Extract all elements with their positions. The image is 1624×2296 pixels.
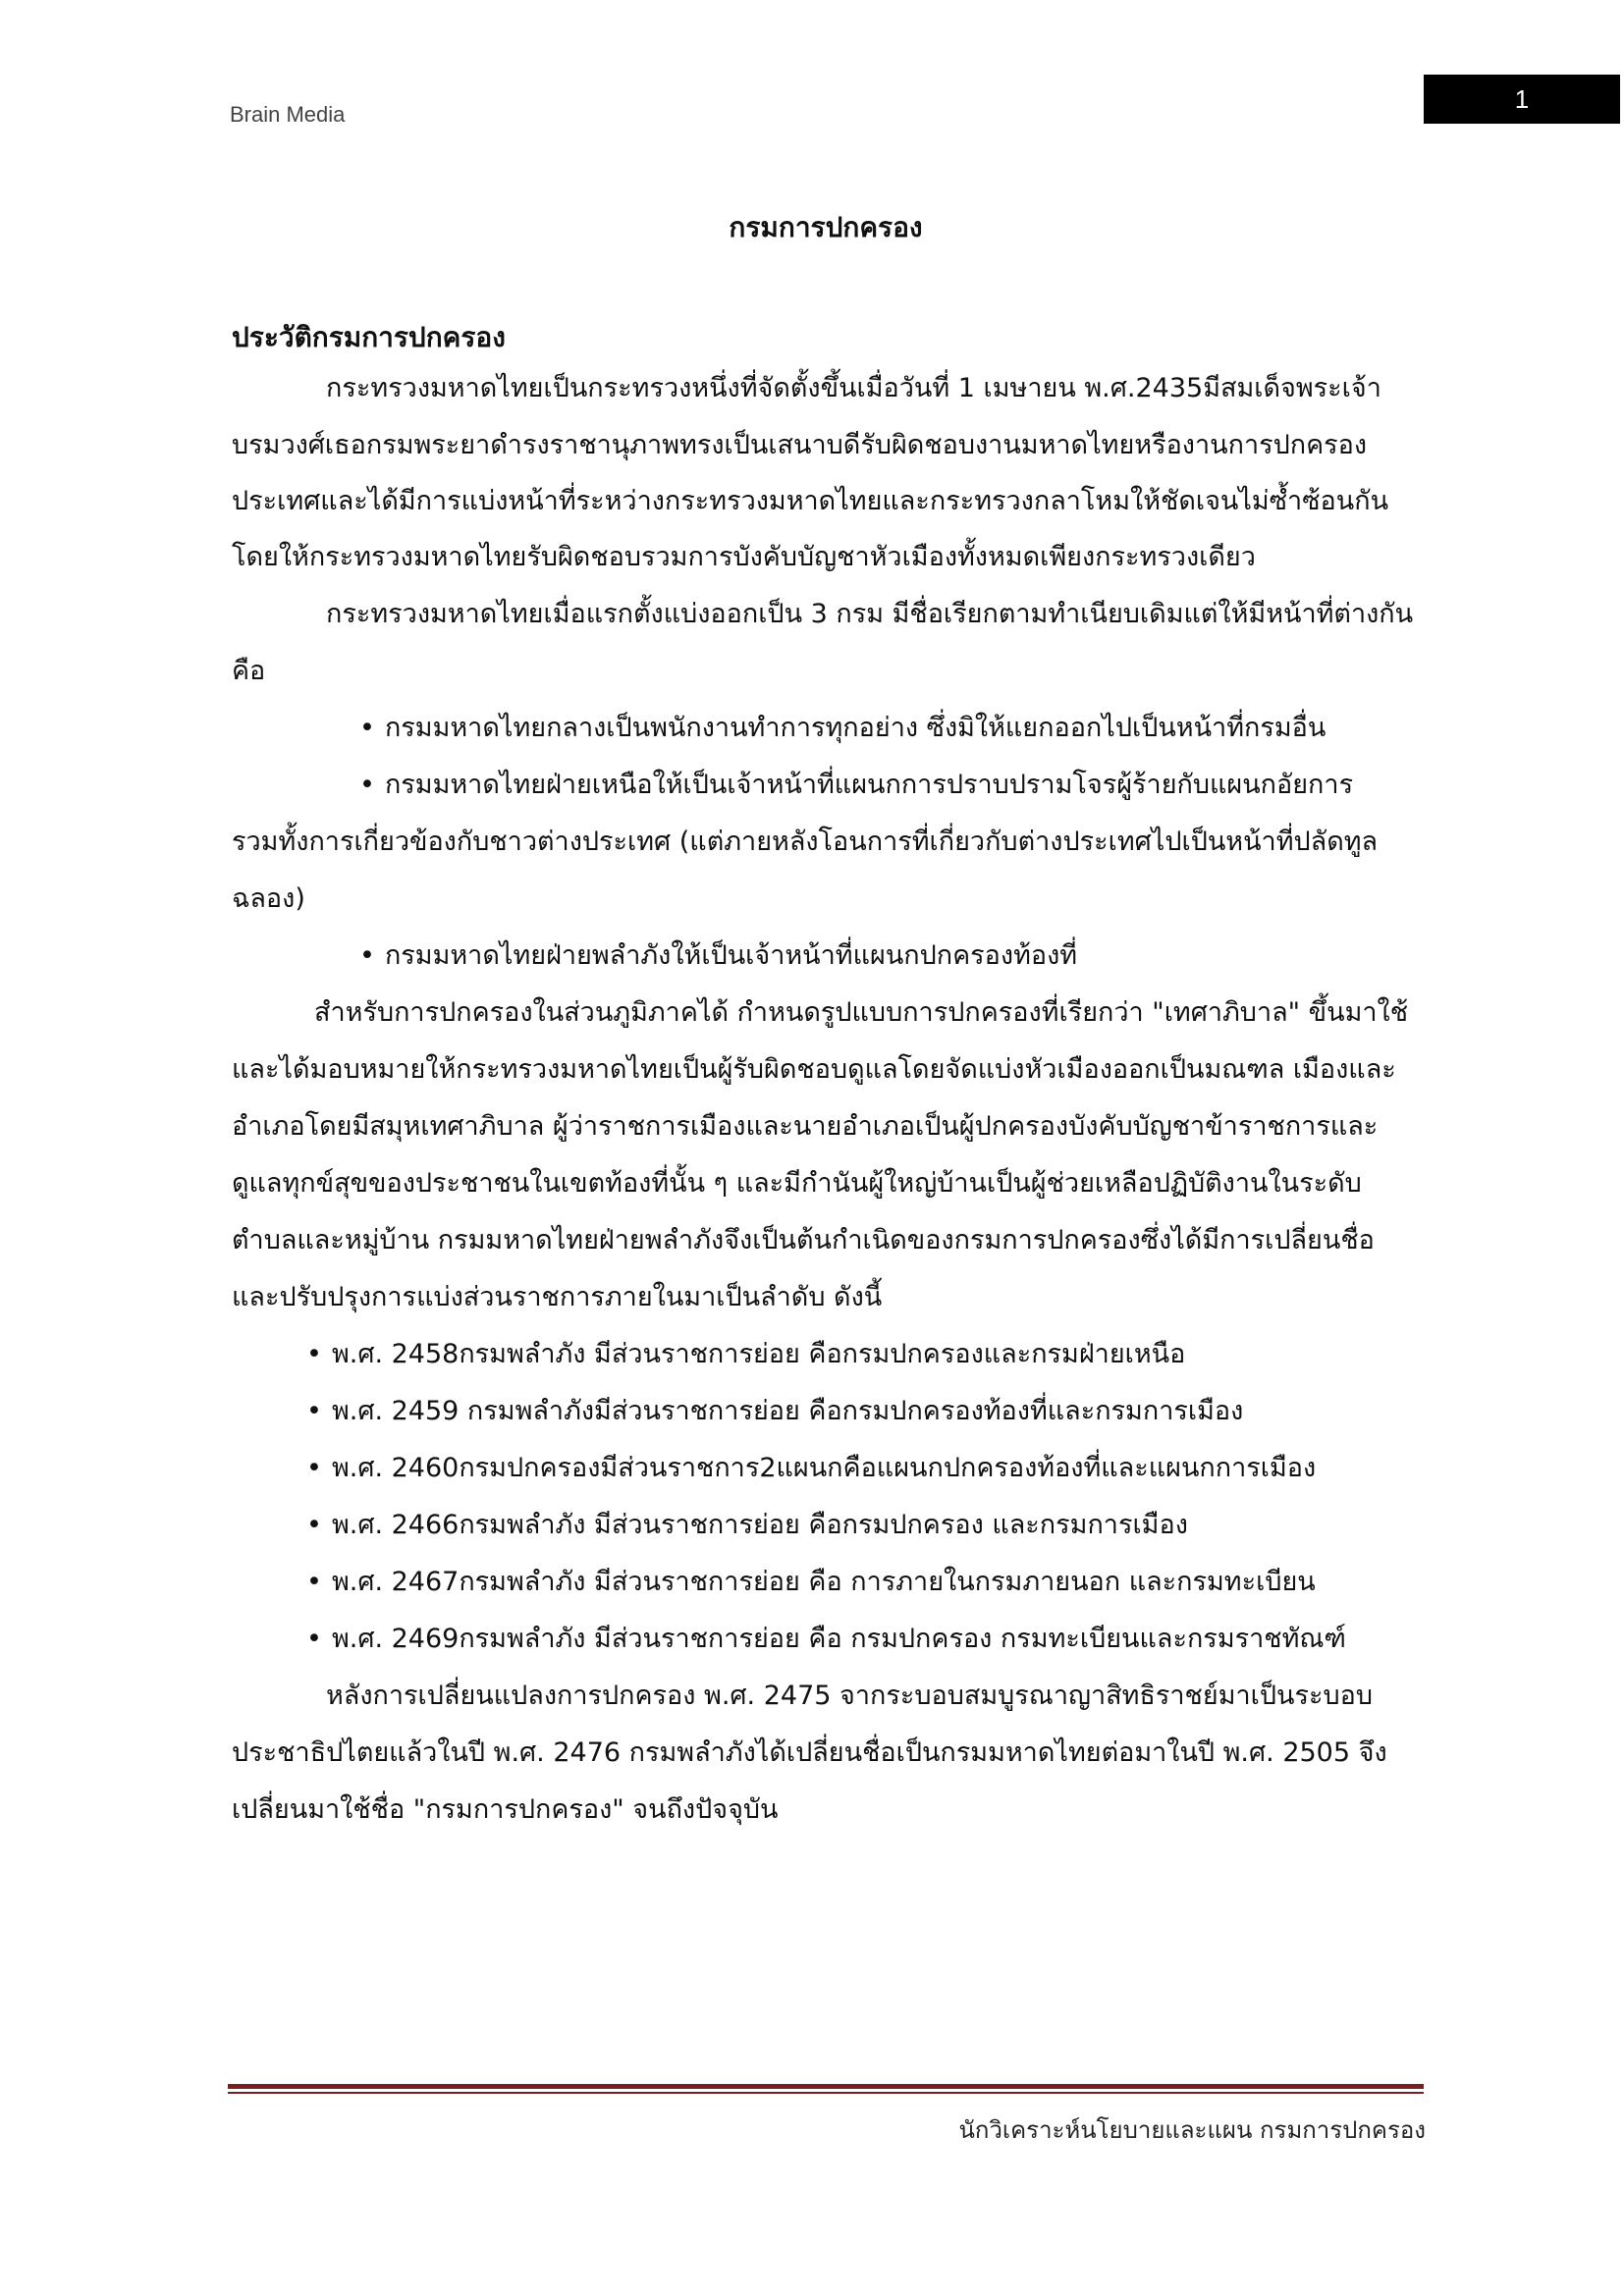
- footer-rule-thin: [228, 2092, 1424, 2094]
- list-item-text: กรมมหาดไทยฝ่ายพลำภังให้เป็นเจ้าหน้าที่แผนกปกครองท้องที่: [384, 940, 1078, 971]
- bullet-icon: •: [306, 1453, 322, 1483]
- bullet-icon: •: [306, 1567, 322, 1597]
- bullet-icon: •: [359, 770, 375, 800]
- document-title: กรมการปกครอง: [729, 211, 923, 243]
- list-item-text: พ.ศ. 2460กรมปกครองมีส่วนราชการ2แผนกคือแผนกปกครองท้องที่และแผนกการเมือง: [331, 1453, 1317, 1483]
- list-item: [306, 1569, 1316, 1595]
- list-item-text: พ.ศ. 2466กรมพลำภัง มีส่วนราชการย่อย คือกรมปกครอง และกรมการเมือง: [331, 1510, 1188, 1540]
- list-item: [359, 942, 1077, 969]
- paragraph-line: บรมวงศ์เธอกรมพระยาดำรงราชานุภาพทรงเป็นเสนาบดีรับผิดชอบงานมหาดไทยหรืองานการปกครอง: [232, 430, 1368, 460]
- list-item: [306, 1512, 1188, 1538]
- paragraph-line: และปรับปรุงการแบ่งส่วนราชการภายในมาเป็นลำดับ ดังนี้: [232, 1282, 883, 1312]
- paragraph-line: เปลี่ยนมาใช้ชื่อ "กรมการปกครอง" จนถึงปัจจุบัน: [232, 1794, 779, 1825]
- paragraph-line: สำหรับการปกครองในส่วนภูมิภาคได้ กำหนดรูปแบบการปกครองที่เรียกว่า "เทศาภิบาล" ขึ้นมาใช้: [314, 997, 1409, 1028]
- paragraph-line: ประเทศและได้มีการแบ่งหน้าที่ระหว่างกระทรวงมหาดไทยและกระทรวงกลาโหมให้ชัดเจนไม่ซ้ำซ้อนกัน: [232, 486, 1389, 516]
- footer-rule: [228, 2084, 1424, 2089]
- paragraph-line: โดยให้กระทรวงมหาดไทยรับผิดชอบรวมการบังคับบัญชาหัวเมืองทั้งหมดเพียงกระทรวงเดียว: [232, 542, 1256, 572]
- list-item-text: พ.ศ. 2469กรมพลำภัง มีส่วนราชการย่อย คือ กรมปกครอง กรมทะเบียนและกรมราชทัณฑ์: [331, 1624, 1346, 1654]
- list-item-text: กรมมหาดไทยฝ่ายเหนือให้เป็นเจ้าหน้าที่แผนกการปราบปรามโจรผู้ร้ายกับแผนกอัยการ: [384, 770, 1354, 800]
- bullet-icon: •: [306, 1510, 322, 1540]
- paragraph-line: คือ: [232, 656, 266, 686]
- paragraph-line: กระทรวงมหาดไทยเป็นกระทรวงหนึ่งที่จัดตั้งขึ้นเมื่อวันที่ 1 เมษายน พ.ศ.2435มีสมเด็จพระเจ้า: [326, 373, 1381, 403]
- list-item-text: พ.ศ. 2467กรมพลำภัง มีส่วนราชการย่อย คือ การภายในกรมภายนอก และกรมทะเบียน: [331, 1567, 1316, 1597]
- list-item: [359, 772, 1353, 798]
- list-item: [306, 1626, 1346, 1652]
- section-heading: ประวัติกรมการปกครอง: [232, 321, 506, 353]
- bullet-icon: •: [306, 1624, 322, 1654]
- list-item: [306, 1455, 1316, 1481]
- header-brand: Brain Media: [230, 102, 346, 127]
- paragraph-line: ประชาธิปไตยแล้วในปี พ.ศ. 2476 กรมพลำภังได้เปลี่ยนชื่อเป็นกรมมหาดไทยต่อมาในปี พ.ศ. 2505 จึง: [232, 1737, 1387, 1768]
- bullet-icon: •: [359, 713, 375, 743]
- list-item: [306, 1341, 1185, 1367]
- footer-text: นักวิเคราะห์นโยบายและแผน กรมการปกครอง: [958, 2116, 1426, 2144]
- paragraph-line: อำเภอโดยมีสมุหเทศาภิบาล ผู้ว่าราชการเมืองและนายอำเภอเป็นผู้ปกครองบังคับบัญชาข้าราชการและ: [232, 1111, 1379, 1142]
- list-item-text: กรมมหาดไทยกลางเป็นพนักงานทำการทุกอย่าง ซึ่งมิให้แยกออกไปเป็นหน้าที่กรมอื่น: [384, 713, 1326, 743]
- bullet-icon: •: [306, 1396, 322, 1426]
- paragraph-line: ตำบลและหมู่บ้าน กรมมหาดไทยฝ่ายพลำภังจึงเป็นต้นกำเนิดของกรมการปกครองซึ่งได้มีการเปลี่ยนชื่อ: [232, 1225, 1375, 1255]
- paragraph-line: ดูแลทุกข์สุขของประชาชนในเขตท้องที่นั้น ๆ และมีกำนันผู้ใหญ่บ้านเป็นผู้ช่วยเหลือปฏิบัติงานในระดับ: [232, 1168, 1362, 1199]
- list-item: [306, 1398, 1243, 1424]
- list-item-text: พ.ศ. 2459 กรมพลำภังมีส่วนราชการย่อย คือกรมปกครองท้องที่และกรมการเมือง: [331, 1396, 1244, 1426]
- paragraph-line: ฉลอง): [232, 883, 305, 914]
- list-item: [359, 715, 1326, 741]
- paragraph-line: กระทรวงมหาดไทยเมื่อแรกตั้งแบ่งออกเป็น 3 กรม มีชื่อเรียกตามทำเนียบเดิมแต่ให้มีหน้าที่ต่างกัน: [326, 599, 1414, 629]
- bullet-icon: •: [306, 1339, 322, 1369]
- bullet-icon: •: [359, 940, 375, 971]
- paragraph-line: หลังการเปลี่ยนแปลงการปกครอง พ.ศ. 2475 จากระบอบสมบูรณาญาสิทธิราชย์มาเป็นระบอบ: [326, 1681, 1373, 1711]
- paragraph-line: รวมทั้งการเกี่ยวข้องกับชาวต่างประเทศ (แต่ภายหลังโอนการที่เกี่ยวกับต่างประเทศไปเป็นหน้าที่ปลัดทูล: [232, 827, 1379, 857]
- paragraph-line: และได้มอบหมายให้กระทรวงมหาดไทยเป็นผู้รับผิดชอบดูแลโดยจัดแบ่งหัวเมืองออกเป็นมณฑล เมืองและ: [232, 1054, 1396, 1085]
- list-item-text: พ.ศ. 2458กรมพลำภัง มีส่วนราชการย่อย คือกรมปกครองและกรมฝ่ายเหนือ: [331, 1339, 1186, 1369]
- page-number: 1: [1424, 75, 1620, 124]
